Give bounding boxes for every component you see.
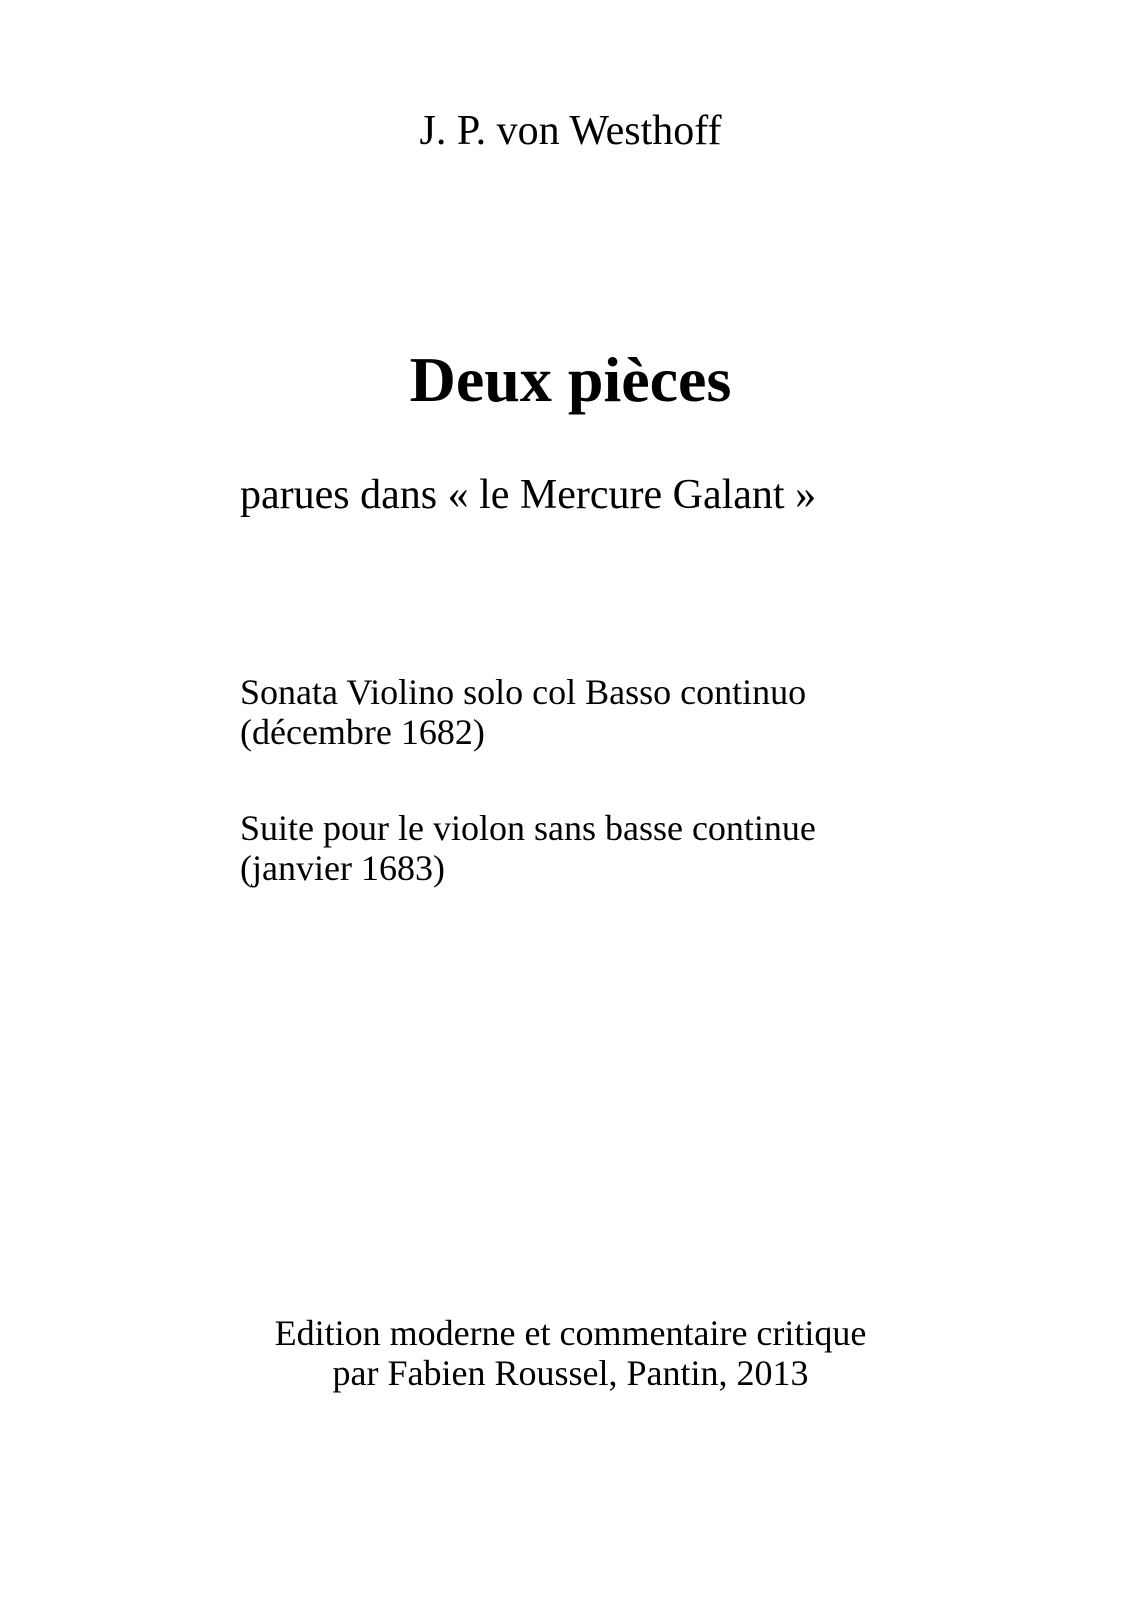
work-date: (décembre 1682) [240,712,485,752]
subtitle: parues dans « le Mercure Galant » [240,472,817,518]
author-name: J. P. von Westhoff [419,108,722,154]
work-name: Suite pour le violon sans basse continue [240,808,816,848]
edition-credit [0,1313,1131,1393]
work-date: (janvier 1683) [240,848,445,888]
work-item-suite [240,808,816,888]
works-list [240,672,816,944]
page-title: Deux pièces [409,344,732,415]
work-name: Sonata Violino solo col Basso continuo [240,672,807,712]
edition-line-2: par Fabien Roussel, Pantin, 2013 [332,1353,809,1393]
work-item-sonata [240,672,816,752]
edition-line-1: Edition moderne et commentaire critique [274,1313,867,1353]
